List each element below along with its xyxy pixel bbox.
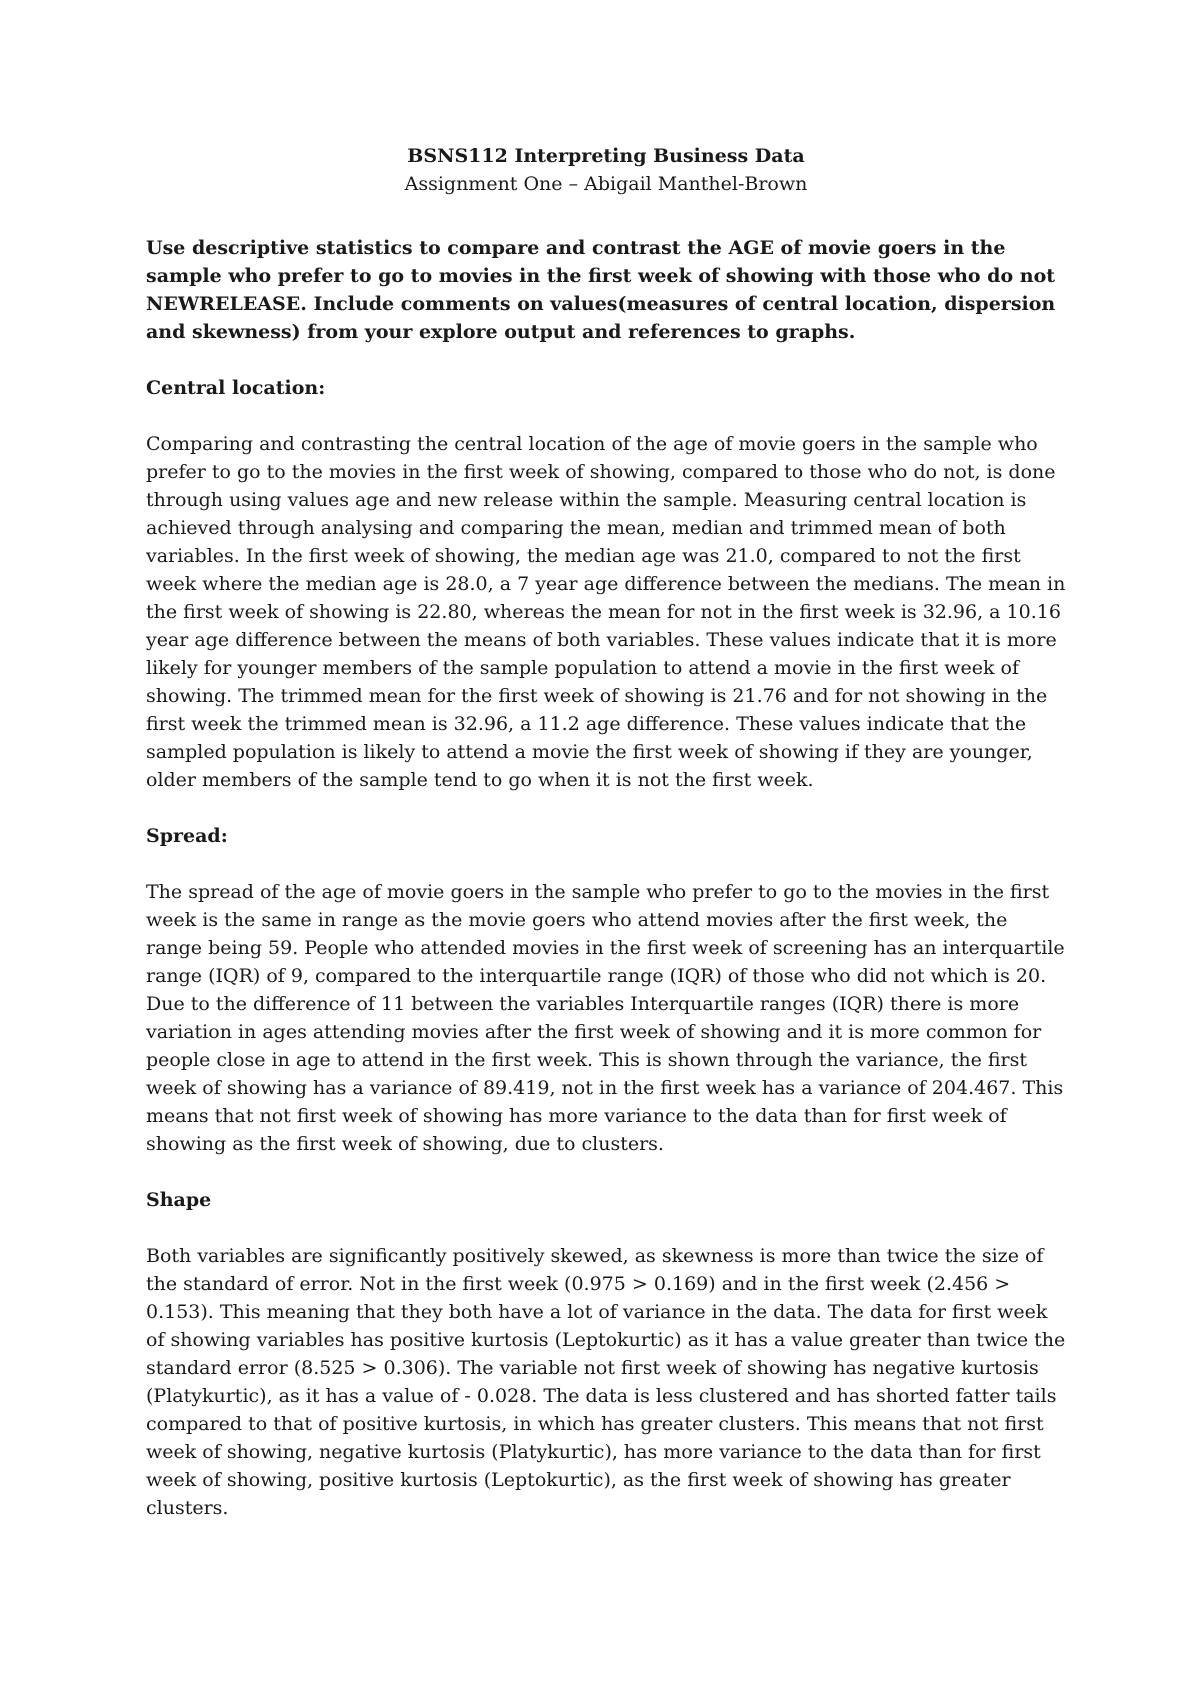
section-spread bbox=[146, 822, 1066, 1158]
section-shape bbox=[146, 1186, 1066, 1522]
section-body: Comparing and contrasting the central location of the age of movie goers in the sample who prefer to go to the movies in the first week of showing, compared to those who do not, is done through using values age and new release within the sample. Measuring central location is achieved through analysing and comparing the mean, median and trimmed mean of both variables. In the first week of showing, the median age was 21.0, compared to not the first week where the median age is 28.0, a 7 year age difference between the medians. The mean in the first week of showing is 22.80, whereas the mean for not in the first week is 32.96, a 10.16 year age difference between the means of both variables. These values indicate that it is more likely for younger members of the sample population to attend a movie in the first week of showing. The trimmed mean for the first week of showing is 21.76 and for not showing in the first week the trimmed mean is 32.96, a 11.2 age difference. These values indicate that the sampled population is likely to attend a movie the first week of showing if they are younger, older members of the sample tend to go when it is not the first week. bbox=[146, 433, 1066, 791]
document-page bbox=[146, 142, 1066, 1550]
document-subtitle: Assignment One – Abigail Manthel-Brown bbox=[404, 173, 808, 195]
assignment-question: Use descriptive statistics to compare and contrast the AGE of movie goers in the sample who prefer to go to movies in the first week of showing with those who do not NEWRELEASE. Include comments on values(measures of central location, dispersion and skewness) from your explore output and references to graphs. bbox=[146, 237, 1056, 343]
section-heading: Spread: bbox=[146, 825, 228, 847]
document-title: BSNS112 Interpreting Business Data bbox=[407, 145, 805, 167]
section-body: Both variables are significantly positively skewed, as skewness is more than twice the size of the standard of error. Not in the first week (0.975 > 0.169) and in the first week (2.456 > 0.153). This meaning that they both have a lot of variance in the data. The data for first week of showing variables has positive kurtosis (Leptokurtic) as it has a value greater than twice the standard error (8.525 > 0.306). The variable not first week of showing has negative kurtosis (Platykurtic), as it has a value of - 0.028. The data is less clustered and has shorted fatter tails compared to that of positive kurtosis, in which has greater clusters. This means that not first week of showing, negative kurtosis (Platykurtic), has more variance to the data than for first week of showing, positive kurtosis (Leptokurtic), as the first week of showing has greater clusters. bbox=[146, 1245, 1066, 1519]
section-heading: Central location: bbox=[146, 377, 326, 399]
section-central-location bbox=[146, 374, 1066, 794]
section-heading: Shape bbox=[146, 1189, 212, 1211]
section-body: The spread of the age of movie goers in the sample who prefer to go to the movies in the first week is the same in range as the movie goers who attend movies after the first week, the range being 59. People who attended movies in the first week of screening has an interquartile range (IQR) of 9, compared to the interquartile range (IQR) of those who did not which is 20. Due to the difference of 11 between the variables Interquartile ranges (IQR) there is more variation in ages attending movies after the first week of showing and it is more common for people close in age to attend in the first week. This is shown through the variance, the first week of showing has a variance of 89.419, not in the first week has a variance of 204.467. This means that not first week of showing has more variance to the data than for first week of showing as the first week of showing, due to clusters. bbox=[146, 881, 1065, 1155]
